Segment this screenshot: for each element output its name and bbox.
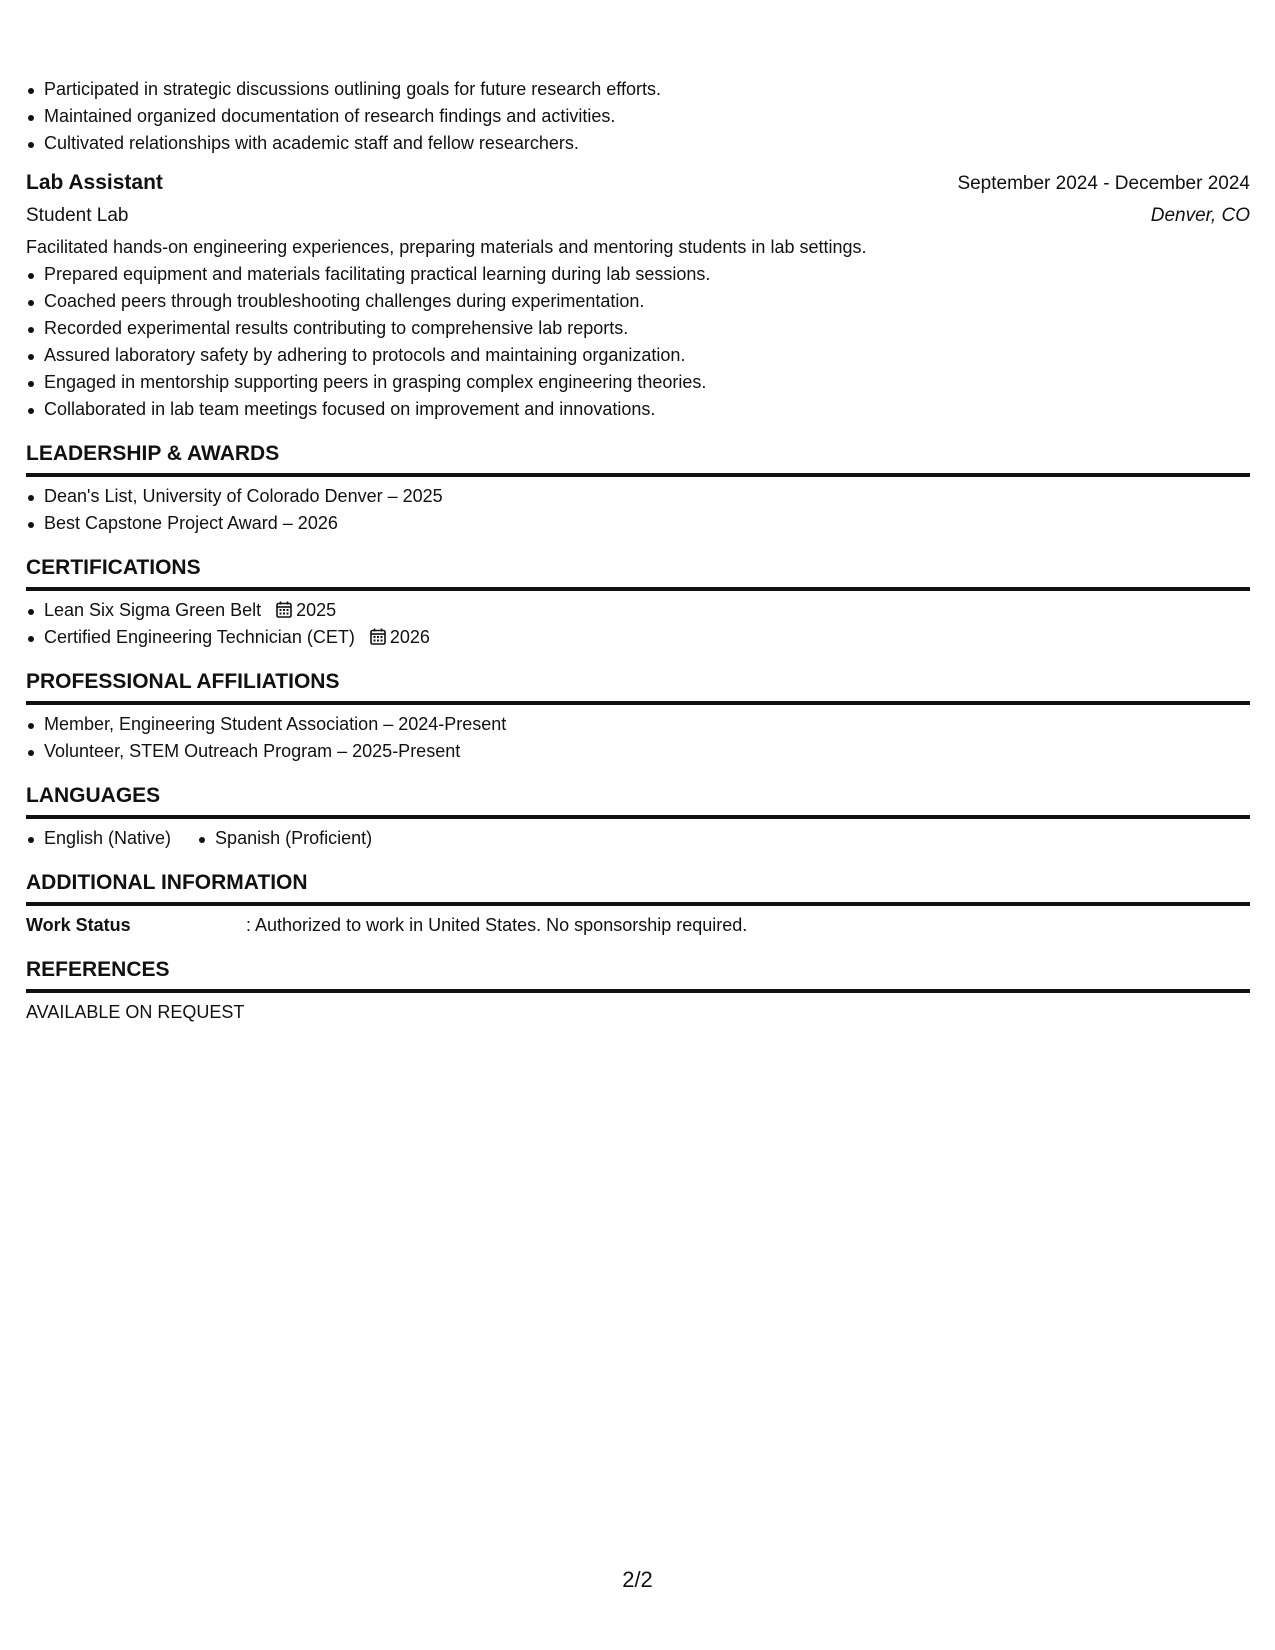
list-item: Best Capstone Project Award – 2026 <box>26 510 1250 537</box>
job-dates: September 2024 - December 2024 <box>957 173 1250 194</box>
list-item: Assured laboratory safety by adhering to protocols and maintaining organization. <box>26 342 1250 369</box>
section-heading: LEADERSHIP & AWARDS <box>26 439 1250 477</box>
certification-year: 2026 <box>389 627 430 647</box>
job-subheader <box>26 200 1250 232</box>
job-bullets <box>26 261 1250 423</box>
list-item <box>26 597 1250 624</box>
calendar-icon <box>370 628 386 645</box>
certification-name: Lean Six Sigma Green Belt <box>44 600 262 620</box>
additional-info-section <box>26 868 1250 939</box>
affiliations-list <box>26 711 1250 765</box>
job-location: Denver, CO <box>1150 205 1250 226</box>
job-organization: Student Lab <box>26 205 129 226</box>
list-item: Collaborated in lab team meetings focused on improvement and innovations. <box>26 396 1250 423</box>
list-item: Dean's List, University of Colorado Denver – 2025 <box>26 483 1250 510</box>
list-item: Participated in strategic discussions outlining goals for future research efforts. <box>26 76 1250 103</box>
list-item: Volunteer, STEM Outreach Program – 2025-Present <box>26 738 1250 765</box>
page-number: 2/2 <box>622 1567 653 1592</box>
list-item: English (Native) <box>26 825 171 852</box>
list-item: Coached peers through troubleshooting challenges during experimentation. <box>26 288 1250 315</box>
languages-section <box>26 781 1250 852</box>
certification-year: 2025 <box>296 600 337 620</box>
affiliations-section <box>26 667 1250 765</box>
certification-name: Certified Engineering Technician (CET) <box>44 627 355 647</box>
job-entry-lab-assistant <box>26 167 1250 423</box>
list-item: Maintained organized documentation of research findings and activities. <box>26 103 1250 130</box>
job-title: Lab Assistant <box>26 171 163 194</box>
section-heading: PROFESSIONAL AFFILIATIONS <box>26 667 1250 705</box>
leadership-section <box>26 439 1250 537</box>
job-summary: Facilitated hands-on engineering experiences, preparing materials and mentoring students in lab settings. <box>26 237 867 257</box>
certifications-section <box>26 553 1250 651</box>
list-item: Spanish (Proficient) <box>197 825 372 852</box>
resume-page <box>26 76 1250 1026</box>
calendar-icon <box>276 601 292 618</box>
prev-job-bullets <box>26 76 1250 157</box>
languages-list <box>26 825 1250 852</box>
section-heading: ADDITIONAL INFORMATION <box>26 868 1250 906</box>
list-item: Member, Engineering Student Association – 2024-Present <box>26 711 1250 738</box>
references-section <box>26 955 1250 1026</box>
list-item: Recorded experimental results contributing to comprehensive lab reports. <box>26 315 1250 342</box>
list-item: Cultivated relationships with academic staff and fellow researchers. <box>26 130 1250 157</box>
list-item: Engaged in mentorship supporting peers in grasping complex engineering theories. <box>26 369 1250 396</box>
leadership-list <box>26 483 1250 537</box>
section-heading: LANGUAGES <box>26 781 1250 819</box>
section-heading: REFERENCES <box>26 955 1250 993</box>
work-status-row <box>26 912 1250 939</box>
list-item <box>26 624 1250 651</box>
work-status-value: : Authorized to work in United States. No sponsorship required. <box>246 915 748 935</box>
section-heading: CERTIFICATIONS <box>26 553 1250 591</box>
certifications-list <box>26 597 1250 651</box>
work-status-label: Work Status <box>26 915 131 935</box>
job-header <box>26 167 1250 200</box>
references-text: AVAILABLE ON REQUEST <box>26 1002 245 1022</box>
list-item: Prepared equipment and materials facilitating practical learning during lab sessions. <box>26 261 1250 288</box>
